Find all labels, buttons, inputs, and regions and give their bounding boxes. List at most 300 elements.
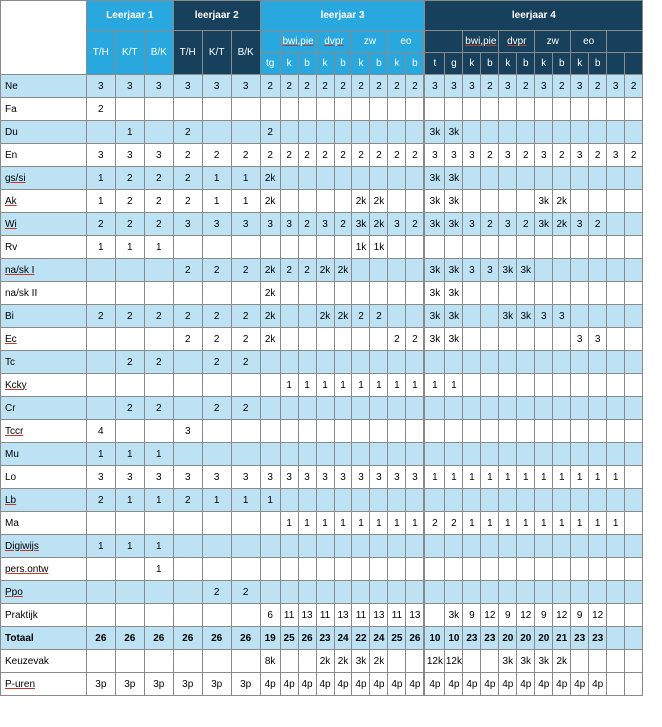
hours-cell: 4p <box>280 673 298 696</box>
hours-cell <box>115 259 144 282</box>
hours-cell: 12 <box>517 604 535 627</box>
hours-cell: 3 <box>607 144 625 167</box>
hours-cell <box>115 420 144 443</box>
hours-cell <box>499 535 517 558</box>
hours-cell: 1 <box>86 535 115 558</box>
hours-cell: 3p <box>86 673 115 696</box>
hours-cell <box>517 535 535 558</box>
hours-cell <box>298 535 316 558</box>
hours-cell: 4p <box>352 673 370 696</box>
hours-cell <box>535 121 553 144</box>
hours-cell <box>388 167 406 190</box>
hours-cell <box>202 374 231 397</box>
hours-cell <box>589 98 607 121</box>
hours-cell <box>553 328 571 351</box>
hours-cell <box>406 305 424 328</box>
hours-cell: 2 <box>115 167 144 190</box>
hours-cell <box>352 489 370 512</box>
hours-cell <box>173 535 202 558</box>
hours-cell <box>370 98 388 121</box>
subject-label: Kcky <box>1 374 87 397</box>
hours-cell: 2 <box>481 144 499 167</box>
hours-cell <box>173 236 202 259</box>
hours-cell: 1 <box>144 489 173 512</box>
hours-cell <box>388 535 406 558</box>
hours-cell: 12 <box>589 604 607 627</box>
hours-cell: 1 <box>589 512 607 535</box>
hours-cell: 3 <box>370 466 388 489</box>
hours-cell <box>202 650 231 673</box>
hours-cell <box>425 604 445 627</box>
hours-cell <box>260 98 280 121</box>
subject-label: Rv <box>1 236 87 259</box>
hours-cell <box>334 236 352 259</box>
hours-cell: 3 <box>202 75 231 98</box>
hours-cell <box>115 328 144 351</box>
hours-cell <box>425 558 445 581</box>
hours-cell <box>370 397 388 420</box>
hours-cell: 2 <box>202 144 231 167</box>
hours-cell: 2 <box>144 305 173 328</box>
hours-cell <box>370 535 388 558</box>
year-header: leerjaar 3 <box>260 1 425 31</box>
track-indicator: k <box>463 53 481 75</box>
hours-cell: 3 <box>280 213 298 236</box>
hours-cell <box>589 535 607 558</box>
hours-cell: 1 <box>445 466 463 489</box>
hours-cell: 25 <box>280 627 298 650</box>
hours-cell <box>280 282 298 305</box>
hours-cell: 3k <box>535 650 553 673</box>
hours-cell: 3 <box>445 75 463 98</box>
track-indicator: k <box>535 53 553 75</box>
hours-cell <box>589 420 607 443</box>
hours-cell <box>625 98 643 121</box>
hours-cell: 3 <box>298 466 316 489</box>
hours-cell <box>231 604 260 627</box>
hours-cell <box>625 673 643 696</box>
hours-cell: 1 <box>144 443 173 466</box>
hours-cell: 1 <box>571 466 589 489</box>
hours-cell <box>231 420 260 443</box>
hours-cell <box>589 443 607 466</box>
hours-cell: 11 <box>388 604 406 627</box>
hours-cell <box>280 121 298 144</box>
hours-cell: 21 <box>553 627 571 650</box>
hours-cell: 2k <box>370 213 388 236</box>
hours-cell <box>463 98 481 121</box>
hours-cell <box>280 581 298 604</box>
hours-cell: 3 <box>445 144 463 167</box>
hours-cell: 2 <box>352 305 370 328</box>
hours-cell <box>445 489 463 512</box>
hours-cell <box>370 121 388 144</box>
hours-cell: 3 <box>334 466 352 489</box>
subheader-cell: eo <box>571 31 607 53</box>
hours-cell: 2 <box>202 581 231 604</box>
hours-cell: 2 <box>173 144 202 167</box>
subheader-cell: bwi,pie <box>463 31 499 53</box>
hours-cell: 4p <box>571 673 589 696</box>
hours-cell <box>481 420 499 443</box>
hours-cell <box>316 121 334 144</box>
hours-cell <box>625 213 643 236</box>
hours-cell <box>481 489 499 512</box>
hours-cell <box>445 236 463 259</box>
hours-cell: 26 <box>86 627 115 650</box>
subheader-cell <box>607 31 643 53</box>
hours-cell: 3k <box>445 213 463 236</box>
hours-cell: 26 <box>115 627 144 650</box>
hours-cell: 3 <box>86 144 115 167</box>
hours-cell: 20 <box>535 627 553 650</box>
hours-cell <box>144 604 173 627</box>
hours-cell <box>352 167 370 190</box>
hours-cell <box>388 489 406 512</box>
subject-label: Ec <box>1 328 87 351</box>
hours-cell <box>231 98 260 121</box>
hours-cell: 2k <box>316 650 334 673</box>
hours-cell: 3 <box>425 75 445 98</box>
hours-cell <box>607 374 625 397</box>
hours-cell: 2 <box>298 259 316 282</box>
hours-cell: 3k <box>425 305 445 328</box>
hours-cell <box>280 236 298 259</box>
hours-cell <box>144 259 173 282</box>
hours-cell <box>463 581 481 604</box>
hours-cell: 2 <box>86 305 115 328</box>
hours-cell <box>517 489 535 512</box>
hours-cell: 1 <box>260 489 280 512</box>
hours-cell <box>406 190 424 213</box>
hours-cell <box>463 374 481 397</box>
hours-cell: 3 <box>86 466 115 489</box>
hours-cell <box>607 673 625 696</box>
hours-cell <box>535 236 553 259</box>
hours-cell <box>517 282 535 305</box>
hours-cell: 2 <box>388 144 406 167</box>
hours-cell <box>316 535 334 558</box>
hours-cell: 1 <box>463 466 481 489</box>
hours-cell <box>86 650 115 673</box>
hours-cell: 1 <box>231 190 260 213</box>
hours-cell <box>553 351 571 374</box>
hours-cell <box>370 167 388 190</box>
hours-cell <box>499 581 517 604</box>
hours-cell <box>571 374 589 397</box>
hours-cell: 11 <box>352 604 370 627</box>
hours-cell <box>571 305 589 328</box>
hours-cell: 9 <box>571 604 589 627</box>
hours-cell: 2 <box>231 351 260 374</box>
hours-cell: 3 <box>463 75 481 98</box>
hours-cell: 2k <box>334 305 352 328</box>
hours-cell: 2 <box>144 397 173 420</box>
hours-cell <box>144 282 173 305</box>
hours-cell <box>370 558 388 581</box>
hours-cell <box>625 443 643 466</box>
hours-cell: 2 <box>231 144 260 167</box>
hours-cell <box>231 535 260 558</box>
hours-cell: 1 <box>406 374 424 397</box>
hours-cell <box>481 397 499 420</box>
hours-cell <box>499 328 517 351</box>
hours-cell: 8k <box>260 650 280 673</box>
hours-cell: 3k <box>352 650 370 673</box>
hours-cell <box>481 282 499 305</box>
hours-cell: 2 <box>553 75 571 98</box>
hours-cell <box>445 443 463 466</box>
hours-cell <box>280 443 298 466</box>
hours-cell: 4p <box>298 673 316 696</box>
hours-cell <box>298 558 316 581</box>
hours-cell: 1 <box>517 466 535 489</box>
hours-cell: 1 <box>115 443 144 466</box>
hours-cell <box>535 374 553 397</box>
subject-label: Bi <box>1 305 87 328</box>
hours-cell: 2 <box>425 512 445 535</box>
hours-cell <box>334 489 352 512</box>
hours-cell <box>481 374 499 397</box>
hours-cell <box>425 489 445 512</box>
hours-cell: 13 <box>370 604 388 627</box>
hours-cell <box>280 190 298 213</box>
hours-cell <box>607 558 625 581</box>
hours-cell <box>625 420 643 443</box>
hours-cell <box>202 236 231 259</box>
hours-cell: 3 <box>144 75 173 98</box>
hours-cell: 3k <box>535 190 553 213</box>
hours-cell <box>553 581 571 604</box>
hours-cell <box>144 121 173 144</box>
hours-cell: 3k <box>445 190 463 213</box>
subject-label: Wi <box>1 213 87 236</box>
hours-cell <box>406 535 424 558</box>
hours-cell: 3 <box>571 213 589 236</box>
hours-cell: 1 <box>115 236 144 259</box>
hours-cell: 26 <box>173 627 202 650</box>
hours-cell <box>316 558 334 581</box>
hours-cell: 3 <box>173 213 202 236</box>
hours-cell <box>144 374 173 397</box>
hours-cell: 2 <box>406 213 424 236</box>
hours-cell: 2 <box>260 144 280 167</box>
hours-cell <box>589 305 607 328</box>
hours-cell <box>260 397 280 420</box>
hours-cell <box>334 167 352 190</box>
hours-cell: 3p <box>173 673 202 696</box>
hours-cell: 25 <box>388 627 406 650</box>
hours-cell <box>571 259 589 282</box>
hours-cell <box>298 443 316 466</box>
hours-cell <box>589 351 607 374</box>
hours-cell <box>553 489 571 512</box>
hours-cell <box>571 535 589 558</box>
hours-cell <box>260 351 280 374</box>
hours-cell <box>607 305 625 328</box>
hours-cell <box>388 397 406 420</box>
hours-cell: 20 <box>517 627 535 650</box>
hours-cell: 1 <box>445 374 463 397</box>
hours-cell: 9 <box>499 604 517 627</box>
track-indicator: b <box>517 53 535 75</box>
subject-label: P-uren <box>1 673 87 696</box>
hours-cell <box>86 328 115 351</box>
hours-cell: 12 <box>481 604 499 627</box>
hours-cell <box>463 351 481 374</box>
hours-cell: 4p <box>589 673 607 696</box>
hours-cell: 2 <box>86 98 115 121</box>
hours-cell: 3k <box>445 121 463 144</box>
hours-cell <box>517 443 535 466</box>
hours-cell <box>607 351 625 374</box>
hours-cell: 3k <box>425 190 445 213</box>
hours-cell <box>370 420 388 443</box>
hours-cell <box>406 581 424 604</box>
hours-cell: 3k <box>499 305 517 328</box>
hours-cell <box>86 282 115 305</box>
hours-cell <box>499 489 517 512</box>
hours-cell <box>625 558 643 581</box>
hours-cell <box>571 558 589 581</box>
hours-cell <box>625 512 643 535</box>
hours-cell <box>334 328 352 351</box>
year-header: leerjaar 4 <box>425 1 643 31</box>
hours-cell <box>571 420 589 443</box>
hours-cell <box>425 420 445 443</box>
hours-cell <box>298 420 316 443</box>
hours-cell: 1 <box>115 489 144 512</box>
hours-cell: 1 <box>370 374 388 397</box>
hours-cell: 24 <box>334 627 352 650</box>
subheader-cell: zw <box>352 31 388 53</box>
hours-cell: 3 <box>231 213 260 236</box>
hours-cell <box>553 420 571 443</box>
hours-cell: 2 <box>406 328 424 351</box>
hours-cell: 2 <box>144 213 173 236</box>
hours-cell <box>406 650 424 673</box>
hours-cell <box>260 558 280 581</box>
hours-cell: 1 <box>144 236 173 259</box>
hours-cell: 3p <box>231 673 260 696</box>
hours-cell: 1 <box>115 121 144 144</box>
hours-cell <box>625 190 643 213</box>
hours-cell <box>571 443 589 466</box>
hours-cell <box>388 443 406 466</box>
hours-cell: 1k <box>352 236 370 259</box>
hours-cell <box>499 236 517 259</box>
hours-cell <box>553 374 571 397</box>
hours-cell: 2 <box>173 259 202 282</box>
hours-cell: 1 <box>571 512 589 535</box>
hours-cell <box>86 351 115 374</box>
hours-cell <box>86 259 115 282</box>
hours-cell: 1 <box>388 512 406 535</box>
hours-cell <box>115 650 144 673</box>
hours-cell: 2 <box>517 144 535 167</box>
hours-cell: 3 <box>553 305 571 328</box>
hours-cell <box>370 443 388 466</box>
hours-cell <box>298 351 316 374</box>
subject-label: Keuzevak <box>1 650 87 673</box>
hours-cell: 3 <box>144 466 173 489</box>
hours-cell: 3 <box>388 213 406 236</box>
track-indicator: k <box>571 53 589 75</box>
hours-cell: 2 <box>553 144 571 167</box>
hours-cell: 3 <box>425 144 445 167</box>
hours-cell: 2 <box>298 75 316 98</box>
hours-cell: 1 <box>280 512 298 535</box>
hours-cell <box>571 581 589 604</box>
subject-label: Lo <box>1 466 87 489</box>
hours-cell: 3 <box>231 466 260 489</box>
hours-cell: 2 <box>144 351 173 374</box>
hours-cell: 3 <box>499 144 517 167</box>
hours-cell <box>388 98 406 121</box>
hours-cell: 3 <box>607 75 625 98</box>
hours-cell: 2 <box>589 75 607 98</box>
hours-cell <box>445 351 463 374</box>
hours-cell <box>173 397 202 420</box>
hours-cell: 1 <box>202 489 231 512</box>
hours-cell <box>370 282 388 305</box>
hours-cell: 1 <box>607 512 625 535</box>
hours-cell <box>481 190 499 213</box>
hours-cell: 3 <box>173 466 202 489</box>
hours-cell: 2k <box>553 213 571 236</box>
hours-cell <box>535 351 553 374</box>
hours-cell <box>589 259 607 282</box>
hours-cell <box>481 535 499 558</box>
hours-cell: 3 <box>388 466 406 489</box>
hours-cell: 1 <box>334 512 352 535</box>
hours-cell: 1 <box>202 167 231 190</box>
hours-cell <box>86 558 115 581</box>
hours-cell <box>499 420 517 443</box>
hours-cell <box>202 98 231 121</box>
hours-cell: 2 <box>202 351 231 374</box>
hours-cell <box>388 259 406 282</box>
hours-cell <box>231 121 260 144</box>
hours-cell: 2k <box>370 650 388 673</box>
hours-cell <box>463 489 481 512</box>
hours-cell: 2 <box>86 213 115 236</box>
hours-cell <box>231 558 260 581</box>
hours-cell: 3p <box>115 673 144 696</box>
hours-cell <box>406 236 424 259</box>
hours-cell <box>571 397 589 420</box>
hours-cell <box>231 236 260 259</box>
hours-cell <box>406 443 424 466</box>
subject-label: Digiwijs <box>1 535 87 558</box>
track-indicator: b <box>481 53 499 75</box>
subject-label: En <box>1 144 87 167</box>
subject-label: Lb <box>1 489 87 512</box>
hours-cell <box>202 512 231 535</box>
hours-cell: 12 <box>553 604 571 627</box>
hours-cell <box>517 397 535 420</box>
hours-cell: 3p <box>144 673 173 696</box>
hours-cell: 3k <box>535 213 553 236</box>
track-indicator: b <box>370 53 388 75</box>
hours-cell <box>202 535 231 558</box>
hours-cell <box>86 374 115 397</box>
hours-cell: 2 <box>202 259 231 282</box>
hours-cell: 6 <box>260 604 280 627</box>
hours-cell <box>625 581 643 604</box>
track-indicator: b <box>298 53 316 75</box>
hours-cell <box>607 328 625 351</box>
